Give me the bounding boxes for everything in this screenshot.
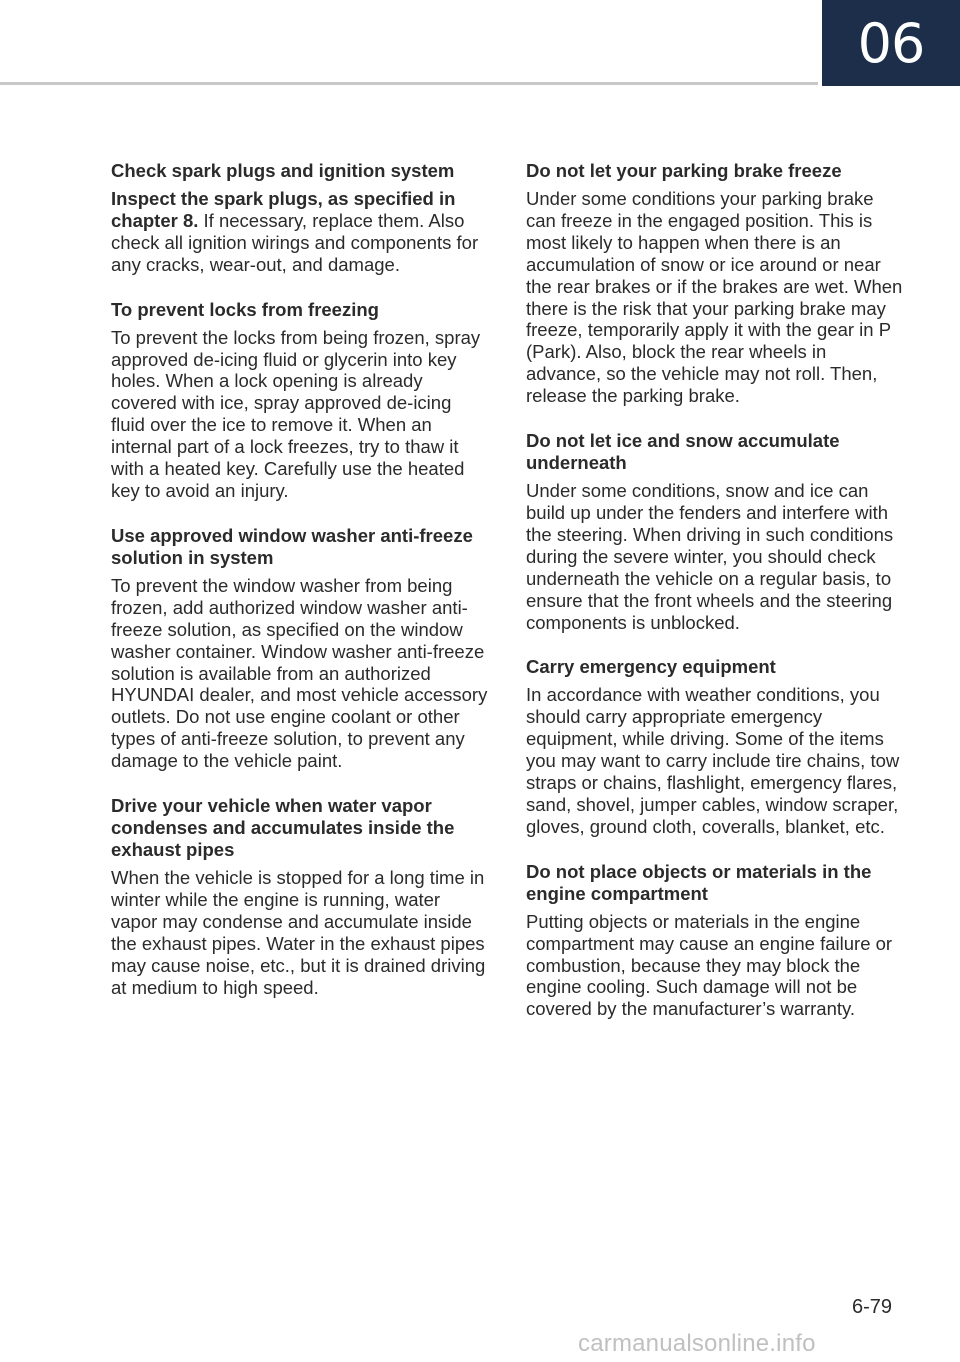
section-emergency-equipment (526, 656, 906, 837)
section-heading: Drive your vehicle when water vapor condenses and accumulates inside the exhaust pipes (111, 795, 455, 861)
section-heading: To prevent locks from freezing (111, 298, 379, 320)
section-body: In accordance with weather conditions, you should carry appropriate emergency equipment, while driving. Some of the items you may want to carry include tire chains, tow straps or chains, flashlight, emergency flares, sand, shovel, jumper cables, window scraper, gloves, ground cloth, coveralls, blanket, etc. (526, 684, 900, 837)
section-spark-plugs (111, 160, 489, 276)
chapter-tab (822, 0, 960, 86)
watermark: carmanualsonline.info (578, 1330, 816, 1357)
section-parking-brake (526, 160, 906, 407)
page-number: 6-79 (852, 1296, 893, 1318)
section-body: To prevent the locks from being frozen, spray approved de-icing fluid or glycerin into key holes. When a lock opening is already covered with ice, spray approved de-icing fluid over the ice to remove it. When an internal part of a lock freezes, try to thaw it with a heated key. Carefully use the heated key to avoid an injury. (111, 326, 481, 501)
section-heading: Check spark plugs and ignition system (111, 160, 455, 181)
body-text: If necessary, replace them. Also check all ignition wirings and components for any cracks, wear-out, and damage. (111, 209, 479, 275)
section-lock-freezing (111, 299, 489, 502)
section-body: Putting objects or materials in the engine compartment may cause an engine failure or combustion, because they may block the engine cooling. Such damage will not be covered by the manufacturer’s warranty. (526, 910, 893, 1020)
section-heading: Do not place objects or materials in the engine compartment (526, 860, 872, 904)
section-heading: Use approved window washer anti-freeze solution in system (111, 524, 473, 568)
section-body (111, 188, 489, 276)
section-exhaust-vapor (111, 795, 489, 998)
section-body: When the vehicle is stopped for a long time in winter while the engine is running, water vapor may condense and accumulate inside the exhaust pipes. Water in the exhaust pipes may cause noise, etc., but it is drained driving at medium to high speed. (111, 867, 486, 998)
section-engine-compartment (526, 861, 906, 1021)
right-column (526, 160, 906, 1043)
section-heading: Do not let ice and snow accumulate underneath (526, 430, 840, 474)
left-column (111, 160, 489, 1021)
section-body: Under some conditions, snow and ice can build up under the fenders and interfere with the steering. When driving in such conditions during the severe winter, you should check underneath the vehicle on a regular basis, to ensure that the front wheels and the steering components is unblocked. (526, 480, 894, 633)
body-bold-lead: Inspect the spark plugs, as specified in chapter 8. (111, 188, 456, 231)
section-heading: Do not let your parking brake freeze (526, 160, 842, 181)
section-washer-antifreeze (111, 525, 489, 772)
section-ice-underneath (526, 430, 906, 633)
section-body: To prevent the window washer from being frozen, add authorized window washer anti-freeze solution, as specified on the window washer container. Window washer anti-freeze solution is available from an authorized HYUNDAI dealer, and most vehicle accessory outlets. Do not use engine coolant or other types of anti-freeze solution, to prevent any damage to the vehicle paint. (111, 574, 488, 772)
section-body: Under some conditions your parking brake can freeze in the engaged position. This is most likely to happen when there is an accumulation of snow or ice around or near the rear brakes or if the brakes are wet. When there is the risk that your parking brake may freeze, temporarily apply it with the gear in P (Park). Also, block the rear wheels in advance, so the vehicle may not roll. Then, release the parking brake. (526, 188, 903, 407)
header-rule (0, 82, 818, 85)
chapter-number: 06 (857, 11, 925, 75)
section-heading: Carry emergency equipment (526, 656, 776, 678)
